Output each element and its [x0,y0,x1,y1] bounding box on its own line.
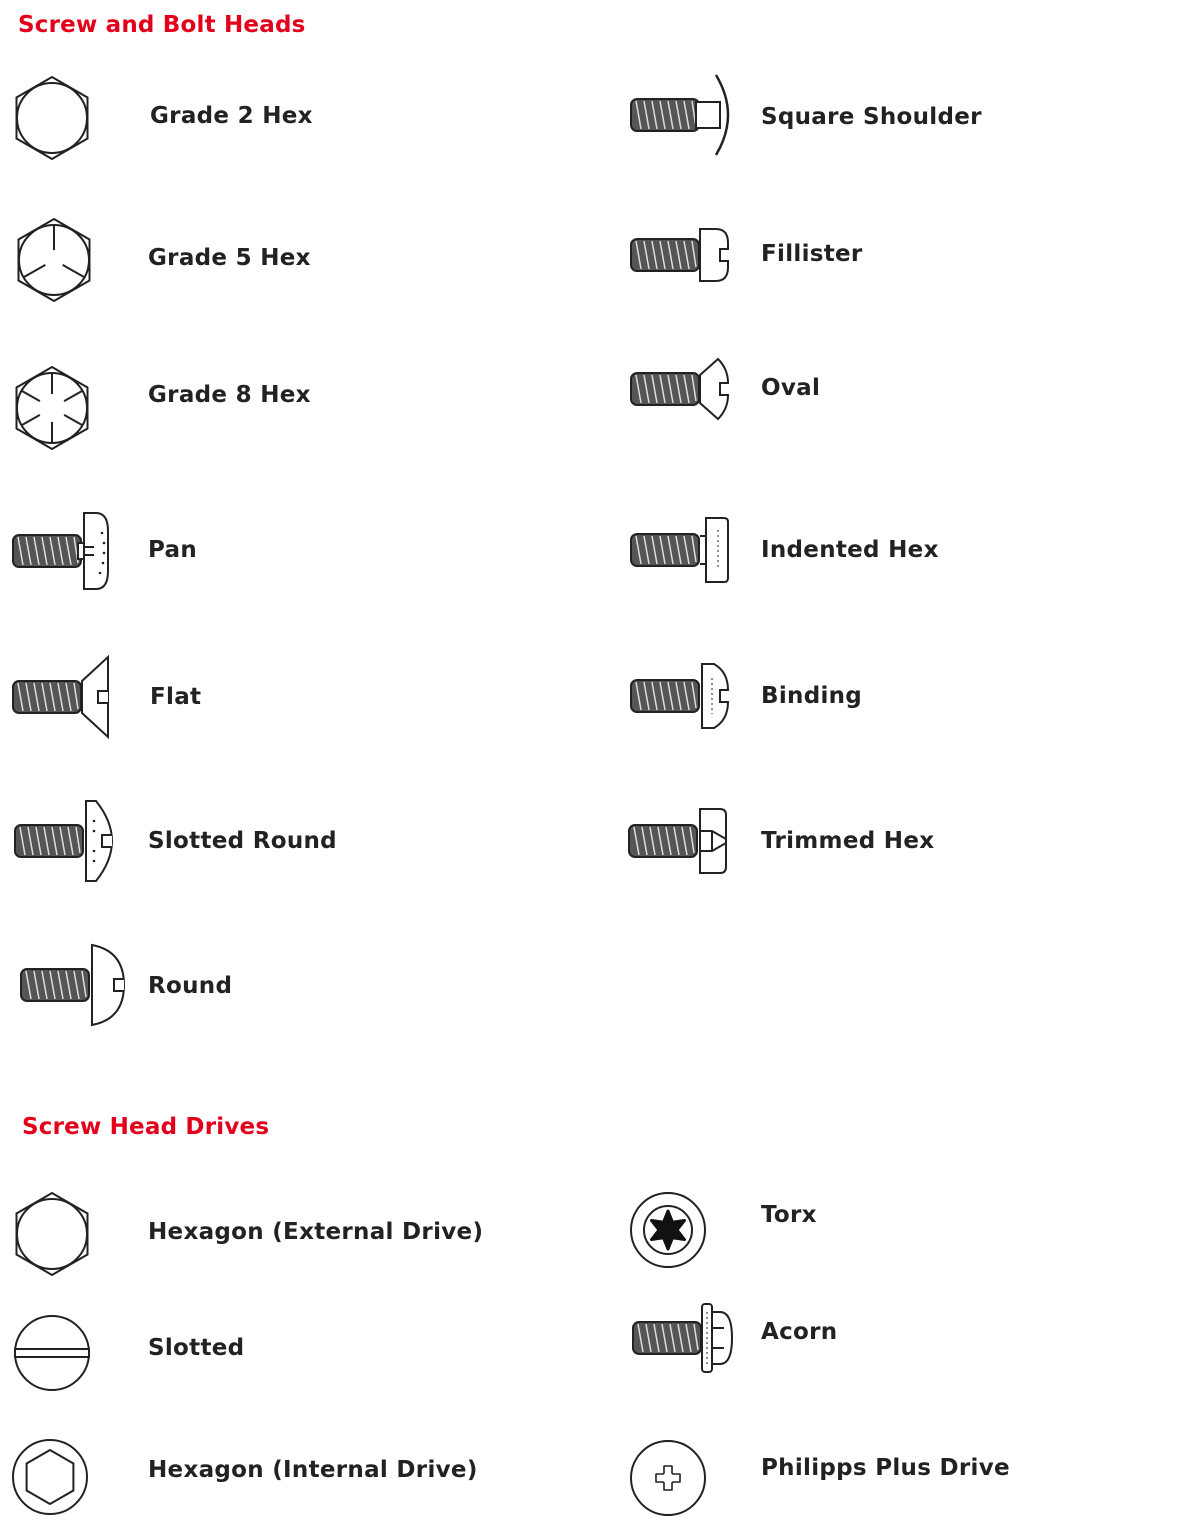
section-title-screw-head-drives: Screw Head Drives [22,1114,270,1140]
oval-screw-icon [630,344,730,438]
item-label: Torx [761,1202,817,1228]
item-label: Fillister [761,241,863,267]
round-screw-icon [20,940,120,1034]
section-title-screw-bolt-heads: Screw and Bolt Heads [18,12,306,38]
binding-screw-icon [630,651,730,745]
item-label: Round [148,973,233,999]
acorn-screw-icon [632,1293,732,1387]
indented-hex-screw-icon [630,505,730,599]
item-label: Slotted Round [148,828,337,854]
item-label: Grade 2 Hex [150,103,313,129]
torx-drive-icon [628,1190,708,1274]
trimmed-hex-screw-icon [628,796,728,890]
hex-grade8-icon [12,366,92,454]
item-label: Trimmed Hex [761,828,935,854]
slotted-drive-icon [12,1313,92,1397]
item-label: Slotted [148,1335,245,1361]
hex-icon [12,76,92,164]
item-label: Hexagon (External Drive) [148,1219,484,1245]
square-shoulder-screw-icon [630,70,730,164]
item-label: Indented Hex [761,537,939,563]
flat-screw-icon [12,652,112,746]
hex-internal-drive-icon [10,1437,90,1521]
item-label: Grade 8 Hex [148,382,311,408]
item-label: Oval [761,375,821,401]
hex-grade5-icon [14,218,94,306]
item-label: Philipps Plus Drive [761,1455,1010,1481]
item-label: Hexagon (Internal Drive) [148,1457,478,1483]
item-label: Grade 5 Hex [148,245,311,271]
fillister-screw-icon [630,210,730,304]
item-label: Flat [150,684,202,710]
slotted-round-screw-icon [14,796,114,890]
item-label: Binding [761,683,863,709]
item-label: Pan [148,537,198,563]
philipps-plus-drive-icon [628,1438,708,1522]
pan-screw-icon [12,506,112,600]
hex-external-drive-icon [12,1192,92,1280]
item-label: Acorn [761,1319,838,1345]
item-label: Square Shoulder [761,104,982,130]
